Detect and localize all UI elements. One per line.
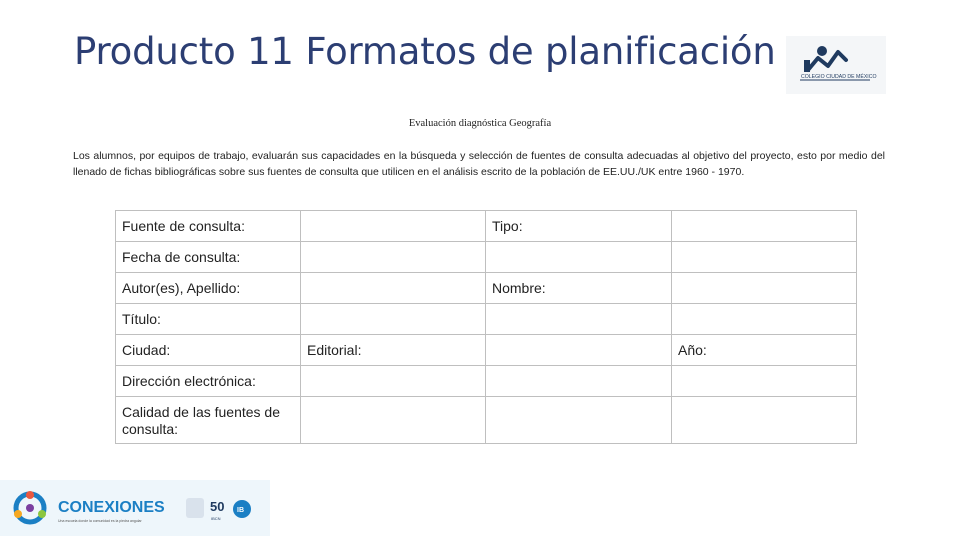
form-row-address xyxy=(116,366,857,397)
school-logo xyxy=(786,36,886,94)
date-field-extra[interactable] xyxy=(486,242,672,273)
author-name-field[interactable] xyxy=(672,273,857,304)
source-label: Fuente de consulta: xyxy=(116,211,301,242)
date-label: Fecha de consulta: xyxy=(116,242,301,273)
quality-field[interactable] xyxy=(301,397,486,444)
title-field-extra-2[interactable] xyxy=(672,304,857,335)
document-heading: Evaluación diagnóstica Geografía xyxy=(408,118,552,129)
publisher-field[interactable] xyxy=(486,335,672,366)
form-row-title xyxy=(116,304,857,335)
intro-paragraph: Los alumnos, por equipos de trabajo, evaluarán sus capacidades en la búsqueda y selección de fuentes de consulta adecuadas al objetivo del proyecto, esto por medio del llenado de fichas bibliográficas sobre sus fuentes de consulta que utilicen en el análisis escrito de la población de EE.UU./UK entre 1960 - 1970. xyxy=(73,150,885,178)
address-field-extra-2[interactable] xyxy=(672,366,857,397)
slide-title: Producto 11 Formatos de planificación xyxy=(74,30,776,73)
quality-label: Calidad de las fuentes de consulta: xyxy=(116,397,301,444)
unam-seal-icon xyxy=(186,498,204,518)
date-field-extra-2[interactable] xyxy=(672,242,857,273)
form-row-city xyxy=(116,335,857,366)
quality-field-extra-2[interactable] xyxy=(672,397,857,444)
address-label: Dirección electrónica: xyxy=(116,366,301,397)
form-row-author xyxy=(116,273,857,304)
conexiones-wordmark: CONEXIONES xyxy=(58,499,165,516)
year-label: Año: xyxy=(672,335,857,366)
quality-field-extra[interactable] xyxy=(486,397,672,444)
school-logo-icon xyxy=(786,36,886,94)
title-field-extra[interactable] xyxy=(486,304,672,335)
name-label: Nombre: xyxy=(486,273,672,304)
conexiones-tagline: Una escuela donde la comunidad es la piedra angular xyxy=(58,519,142,523)
title-field[interactable] xyxy=(301,304,486,335)
city-label: Ciudad: xyxy=(116,335,301,366)
form-row-date xyxy=(116,242,857,273)
title-label: Título: xyxy=(116,304,301,335)
date-field[interactable] xyxy=(301,242,486,273)
footer-logos xyxy=(0,480,270,536)
anniversary-sub-badge: IBCN xyxy=(211,516,221,521)
type-label: Tipo: xyxy=(486,211,672,242)
address-field[interactable] xyxy=(301,366,486,397)
author-label: Autor(es), Apellido: xyxy=(116,273,301,304)
anniversary-badge: 50 xyxy=(210,499,225,514)
form-row-source xyxy=(116,211,857,242)
author-surname-field[interactable] xyxy=(301,273,486,304)
school-logo-text: COLEGIO CIUDAD DE MÉXICO xyxy=(801,74,877,80)
ib-badge-text: IB xyxy=(237,507,244,514)
publisher-label: Editorial: xyxy=(301,335,486,366)
bibliographic-card-form xyxy=(115,210,857,444)
source-field[interactable] xyxy=(301,211,486,242)
address-field-extra[interactable] xyxy=(486,366,672,397)
conexiones-logo-icon xyxy=(0,480,270,536)
type-field[interactable] xyxy=(672,211,857,242)
form-row-quality xyxy=(116,397,857,444)
